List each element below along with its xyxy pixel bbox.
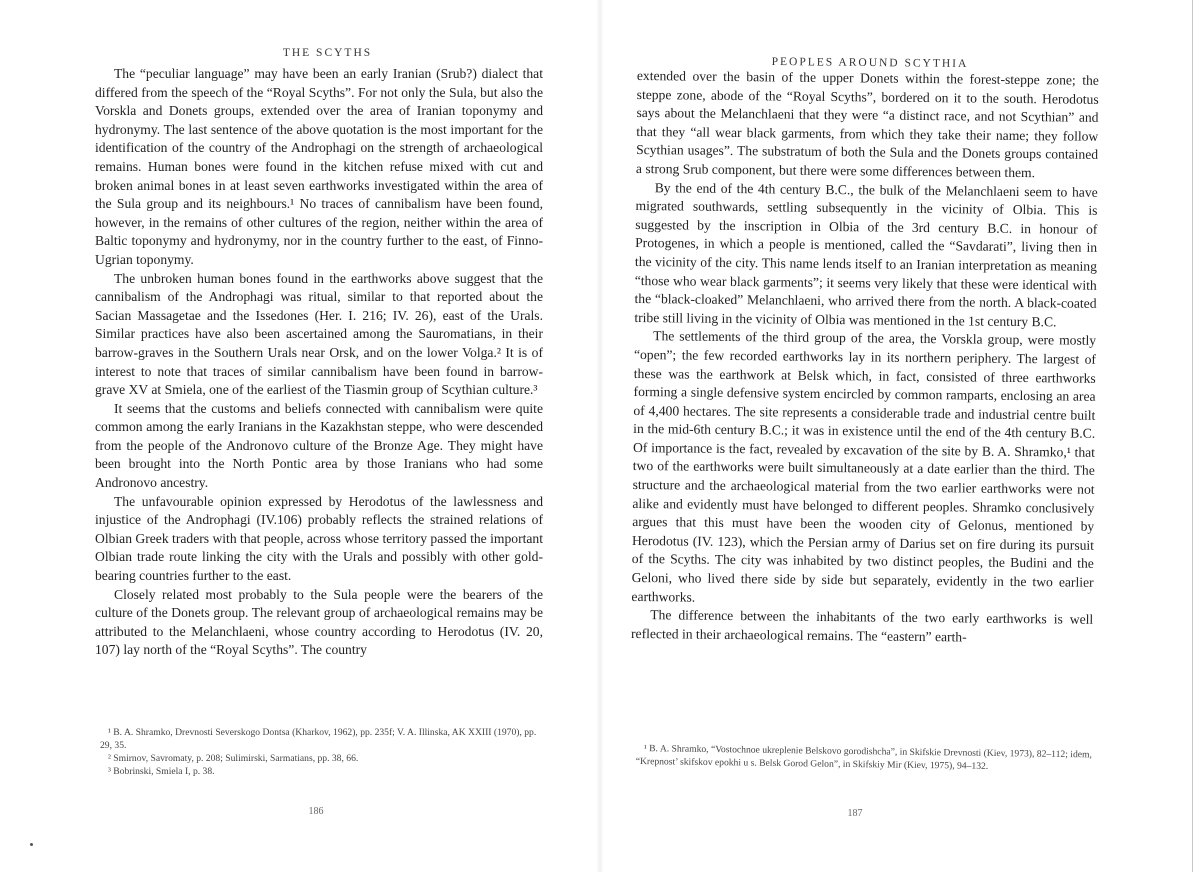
footnote: ² Smirnov, Savromaty, p. 208; Sulimirski, Sarmatians, pp. 38, 66. (108, 753, 359, 764)
paragraph: The unfavourable opinion expressed by Herodotus of the lawlessness and injustice of the Androphagi (IV.106) probably reflects the strained relations of Olbian Greek traders with that people, across whose territory passed the important Olbian trade route linking the city with the Urals and possibly with other gold-bearing countries further to the east. (95, 493, 543, 584)
page-number: 187 (847, 808, 863, 819)
footnote: ¹ B. A. Shramko, Drevnosti Severskogo Dontsa (Kharkov, 1962), pp. 235f; V. A. Illinska, AK XXIII (1970), pp. 29, 35. (100, 727, 537, 751)
footnotes (636, 742, 1098, 774)
scan-speck (30, 843, 33, 846)
main-text (631, 67, 1099, 648)
paragraph: By the end of the 4th century B.C., the bulk of the Melanchlaeni seem to have migrated southwards, settling subsequently in the vicinity of Olbia. This is suggested by the inscription in Olbia of the 3rd century B.C. in honour of Protogenes, in which a people is mentioned, called the “Savdarati”, living then in the vicinity of the city. This name lends itself to an Iranian interpretation as meaning “those who wear black garments”; it seems very likely that these were identical with the “black-cloaked” Melanchlaeni, who arrived there from the north. A black-coated tribe still living in the vicinity of Olbia was mentioned in the 1st century B.C. (634, 179, 1098, 330)
paragraph: The “peculiar language” may have been an early Iranian (Srub?) dialect that differed from the speech of the “Royal Scyths”. For not only the Sula, but also the Vorskla and Donets groups, extended over the area of Iranian toponymy and hydronymy. The last sentence of the above quotation is the most important for the identification of the country of the Androphagi on the strength of archaeological remains. Human bones were found in the kitchen refuse mixed with cut and broken animal bones in at least seven earthworks investigated within the area of the Sula group and its neighbours.¹ No traces of cannibalism have been found, however, in the remains of other cultures of the region, neither within the area of Baltic toponymy and hydronymy, nor in the country further to the east, of Finno-Ugrian toponymy. (95, 66, 543, 267)
footnotes (100, 726, 540, 778)
paragraph: The unbroken human bones found in the earthworks above suggest that the cannibalism of the Androphagi was ritual, similar to that reported about the Sacian Massagetae and the Issedones (Her. I. 216; IV. 26), east of the Urals. Similar practices have also been ascertained among the Sauromatians, in their barrow-graves in the Southern Urals near Orsk, and on the lower Volga.² It is of interest to note that traces of similar cannibalism have been found in barrow-grave XV at Smiela, one of the earliest of the Tiasmin group of Scythian culture.³ (95, 270, 543, 398)
footnote: ³ Bobrinski, Smiela I, p. 38. (108, 766, 215, 777)
running-head: PEOPLES AROUND SCYTHIA (771, 55, 969, 71)
paragraph: It seems that the customs and beliefs connected with cannibalism were quite common among the early Iranians in the Kazakhstan steppe, who were descended from the people of the Andronovo culture of the Bronze Age. They might have been brought into the North Pontic area by those Iranians who had some Andronovo ancestry. (95, 400, 543, 491)
page-number: 186 (308, 806, 324, 817)
right-page (600, 0, 1200, 872)
page-edge (1192, 0, 1193, 872)
main-text (95, 65, 543, 660)
running-head: THE SCYTHS (282, 47, 373, 59)
footnote: ¹ B. A. Shramko, “Vostochnoe ukreplenie Belskovo gorodishcha”, in Skifskie Drevnosti (Kiev, 1973), 82–112; idem, “Krepnost’ skifskov epokhi u s. Belsk Gorod Gelon”, in Skifskiy Mir (Kiev, 1975), 94–132. (635, 743, 1092, 772)
paragraph: Closely related most probably to the Sula people were the bearers of the culture of the Donets group. The relevant group of archaeological remains may be attributed to the Melanchlaeni, whose country according to Herodotus (IV. 20, 107) lay north of the “Royal Scyths”. The country (95, 586, 543, 658)
paragraph: extended over the basin of the upper Donets within the forest-steppe zone; the steppe zone, abode of the “Royal Scyths”, bordered on it to the south. Herodotus says about the Melanchlaeni that they were “a distinct race, and not Scythian” and that they “all wear black garments, from which they take their name; they follow Scythian usages”. The substratum of both the Sula and the Donets groups contained a strong Srub component, but there were some differences between them. (635, 67, 1099, 181)
paragraph: The settlements of the third group of the area, the Vorskla group, were mostly “open”; the few recorded earthworks lay in its northern periphery. The largest of these was the earthwork at Belsk which, in fact, consisted of three earthworks forming a single defensive system encircled by common ramparts, enclosing an area of 4,400 hectares. The site represents a considerable trade and industrial centre built in the mid-6th century B.C.; it was in existence until the end of the 4th century B.C. Of importance is the fact, revealed by excavation of the site by B. A. Shramko,¹ that two of the earthworks were built simultaneously at a date earlier than the third. The structure and the archaeological material from the two earlier earthworks were not alike and evidently must have belonged to different peoples. Shramko conclusively argues that this must have been the wooden city of Gelonus, mentioned by Herodotus (IV. 123), which the Persian army of Darius set on fire during its pursuit of the Scyths. The city was inhabited by two distinct peoples, the Budini and the Geloni, who lived there side by side but separately, evidently in the two earlier earthworks. (631, 328, 1097, 605)
paragraph: The difference between the inhabitants of the two early earthworks is well reflected in their archaeological remains. The “eastern” earth- (630, 607, 1094, 645)
